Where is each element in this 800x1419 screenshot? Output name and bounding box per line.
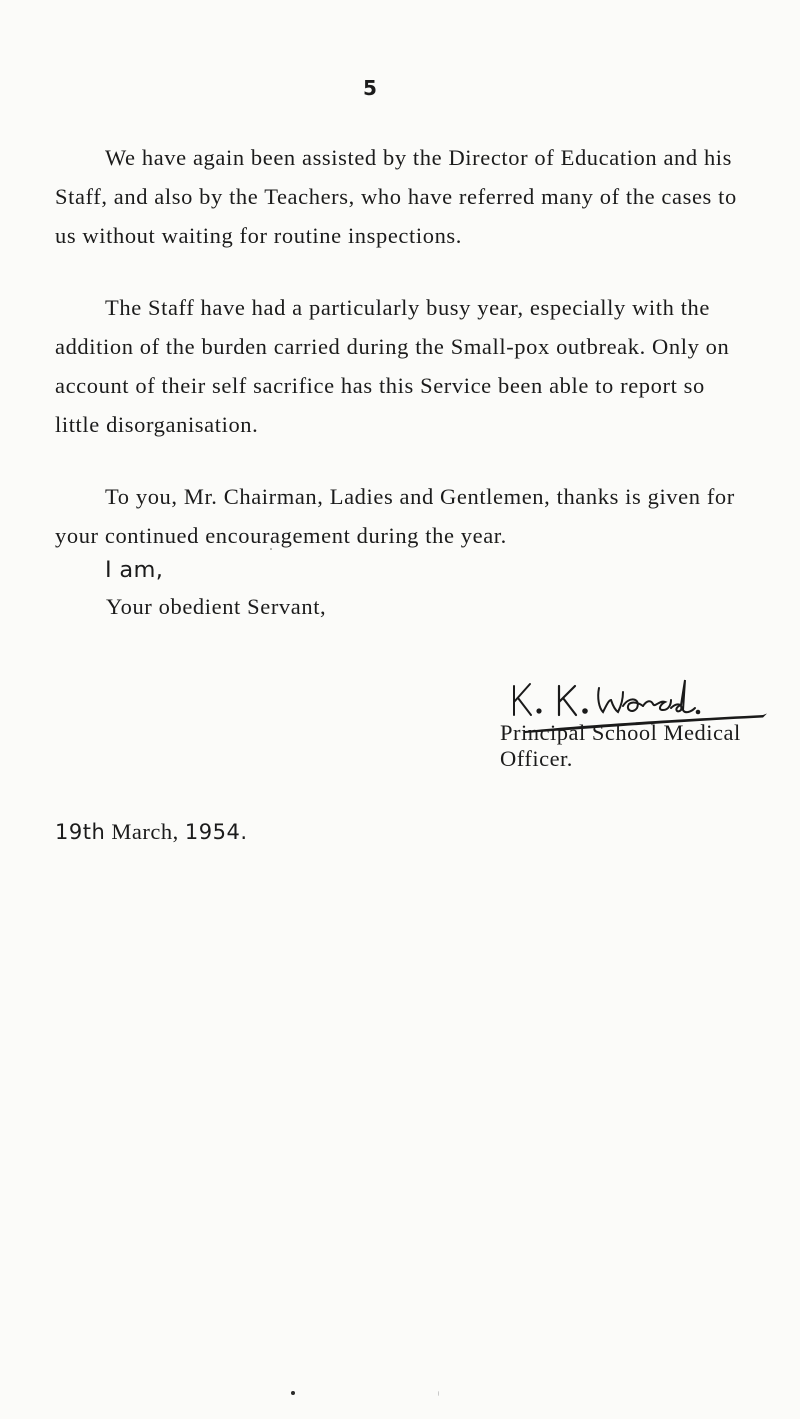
date-month: March, — [111, 819, 179, 844]
print-speck — [438, 1391, 439, 1396]
paragraph-1: We have again been assisted by the Director of Education and his Staff, and also by the Teachers, who have referred many of the cases to us without waiting for routine inspections. — [55, 145, 737, 248]
closing-line-servant: Your obedient Servant, — [106, 594, 327, 619]
date-year: 1954. — [184, 820, 248, 844]
date-day: 19th — [55, 820, 106, 844]
closing-line-i-am: I am, — [105, 557, 164, 583]
paragraph-3: To you, Mr. Chairman, Ladies and Gentlemen, thanks is given for your continued encouragement during the year. — [55, 484, 735, 548]
page-number: 5 — [363, 76, 377, 100]
signatory-title: Principal School Medical Officer. — [500, 720, 741, 771]
date-line — [55, 819, 248, 845]
paragraph-2: The Staff have had a particularly busy year, especially with the addition of the burden carried during the Small-pox outbreak. Only on account of their self sacrifice has this Service been able to report so little disorganisation. — [55, 295, 730, 437]
print-speck — [270, 548, 272, 550]
print-speck — [291, 1391, 295, 1395]
